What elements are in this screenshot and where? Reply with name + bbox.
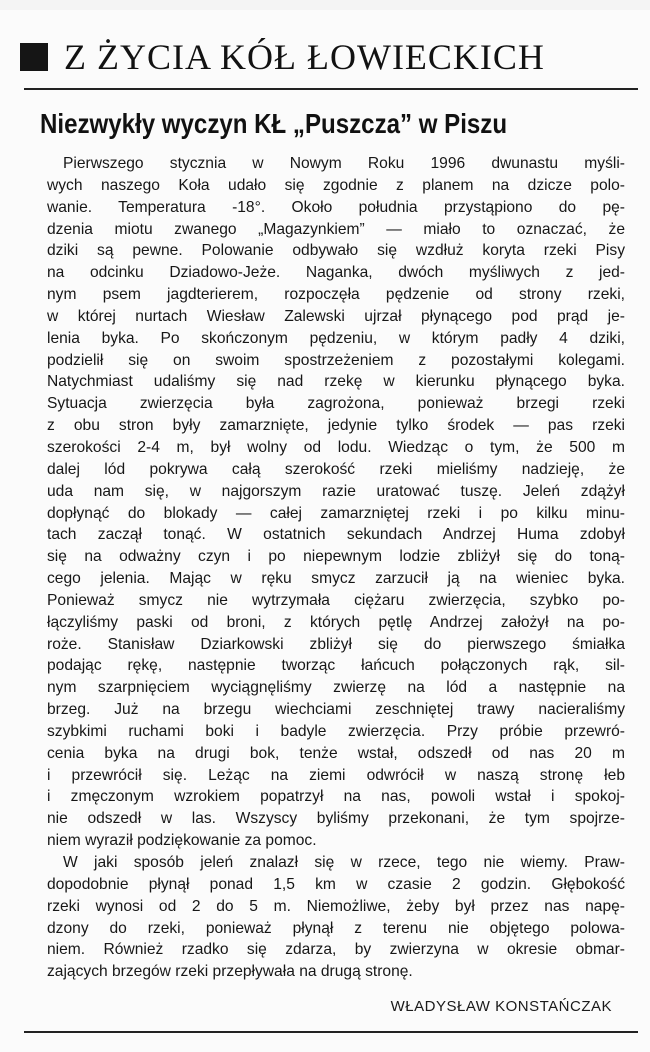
article-line: niem wyraził podziękowanie za pomoc. — [47, 832, 317, 850]
article-line: uda nam się, w najgorszym razie uratować tuszę. Jeleń zdążył — [47, 482, 625, 500]
article-line: dopodobnie płynął ponad 1,5 km w czasie 2 godzin. Głębokość — [47, 875, 625, 893]
article-line: Pierwszego stycznia w Nowym Roku 1996 dwunastu myśli- — [63, 155, 625, 172]
article-line: na odcinku Dziadowo-Jeże. Naganka, dwóch myśliwych z jed- — [47, 264, 625, 282]
article-line: dzony do rzeki, ponieważ płynął z terenu nie objętego polowa- — [47, 919, 625, 937]
article-line: w której nurtach Wiesław Zalewski ujrzał płynącego pod prąd je- — [47, 307, 625, 325]
article-line: i zmęczonym wzrokiem popatrzył na nas, powoli wstał i spokoj- — [47, 788, 625, 806]
article-line: się na odważny czyn i po niepewnym lodzie zbliżył się do toną- — [47, 548, 625, 566]
article-line: lenia byka. Po skończonym pędzeniu, w którym padły 4 dziki, — [47, 329, 625, 347]
article-line: dzenia miotu zwanego „Magazynkiem” — miało to oznaczać, że — [47, 220, 625, 238]
article-line: nie odszedł w las. Wszyscy byliśmy przekonani, że tym spojrze- — [47, 810, 625, 828]
article-line: wanie. Temperatura -18°. Około południa przystąpiono do pę- — [47, 198, 625, 216]
article-line: łączyliśmy paski od broni, z których pętlę Andrzej założył na po- — [47, 613, 625, 631]
article-line: W jaki sposób jeleń znalazł się w rzece, tego nie wiemy. Praw- — [63, 854, 625, 871]
scan-top-edge — [0, 0, 650, 10]
section-header — [20, 32, 645, 82]
article-line: roże. Stanisław Dziarkowski zbliżył się do pierwszego śmiałka — [47, 635, 625, 653]
article-line: podając rękę, następnie tworząc łańcuch połączonych rąk, sil- — [47, 657, 625, 675]
article-line: niem. Również rzadko się zdarza, by zwierzyna w okresie obmar- — [47, 941, 625, 959]
article-line: podzielił się on swoim spostrzeżeniem z pozostałymi kolegami. — [47, 351, 625, 369]
article-line: Ponieważ smycz nie wytrzymała ciężaru zwierzęcia, szybko po- — [47, 591, 625, 609]
article-line: nym psem jagdterierem, rozpoczęła pędzenie od strony rzeki, — [47, 286, 625, 304]
article-line: z obu stron były zamarznięte, jedynie tylko środek — pas rzeki — [47, 417, 625, 435]
article-body — [47, 153, 625, 983]
article-line: tach zaczął tonąć. W ostatnich sekundach Andrzej Huma zdobył — [47, 526, 625, 544]
article-author: WŁADYSŁAW KONSTAŃCZAK — [390, 998, 612, 1015]
article-line: cego jelenia. Mając w ręku smycz zarzucił ją na wieniec byka. — [47, 570, 625, 588]
article-line: szerokości 2-4 m, był wolny od lodu. Wiedząc o tym, że 500 m — [47, 438, 625, 456]
article-headline: Niezwykły wyczyn KŁ „Puszcza” w Piszu — [40, 108, 508, 139]
article-line: dopłynąć do blokady — całej zamarzniętej rzeki i po kilku minu- — [47, 504, 625, 522]
article-line: dalej lód pokrywa całą szerokość rzeki mieliśmy nadzieję, że — [47, 460, 625, 478]
article-line: szybkimi ruchami boki i badyle zwierzęcia. Przy próbie przewró- — [47, 722, 625, 740]
article-line: Natychmiast udaliśmy się nad rzekę w kierunku płynącego byka. — [47, 373, 625, 391]
article-line: nym szarpnięciem wyciągnęliśmy zwierzę na lód a następnie na — [47, 679, 625, 697]
article-line: brzeg. Już na brzegu wiechciami zeschniętej trawy nacieraliśmy — [47, 701, 625, 719]
article-line: zających brzegów rzeki przepływała na drugą stronę. — [47, 963, 413, 981]
article-line: wych naszego Koła udało się zgodnie z planem na dzicze polo- — [47, 176, 625, 194]
article-line: Sytuacja zwierzęcia była zagrożona, ponieważ brzegi rzeki — [47, 395, 625, 413]
article-line: i przewrócił się. Leżąc na ziemi odwrócił w naszą stronę łeb — [47, 766, 625, 784]
footer-divider — [24, 1031, 638, 1033]
article-line: rzeki wynosi od 2 do 5 m. Niemożliwe, żeby był przez nas napę- — [47, 897, 625, 915]
section-bullet-square-icon — [20, 43, 48, 71]
article-line: cenia byka na drugi bok, tenże wstał, odszedł od nas 20 m — [47, 744, 625, 762]
article-line: dziki są pewne. Polowanie odbywało się wzdłuż koryta rzeki Pisy — [47, 242, 625, 260]
header-divider — [24, 88, 638, 90]
section-title: Z ŻYCIA KÓŁ ŁOWIECKICH — [64, 37, 545, 77]
